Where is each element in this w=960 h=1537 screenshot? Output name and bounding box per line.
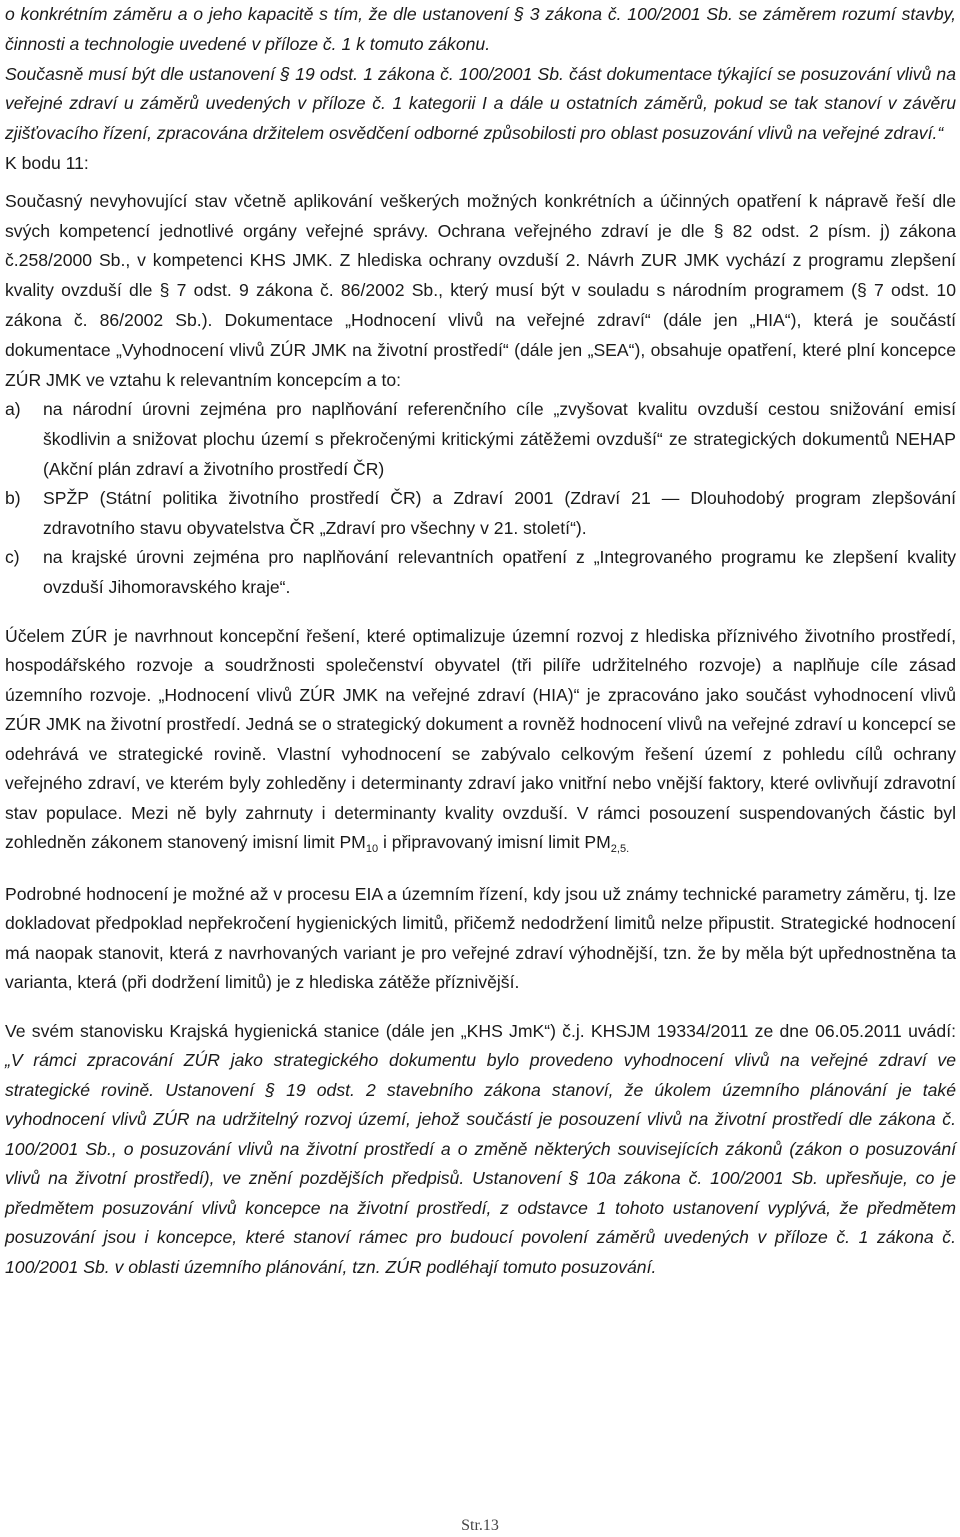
document-page <box>5 0 956 1282</box>
page-number: Str.13 <box>461 1517 499 1534</box>
list-item-text: SPŽP (Státní politika životního prostředí ČR) a Zdraví 2001 (Zdraví 21 — Dlouhodobý program zlepšování zdravotního stavu obyvatelstva ČR „Zdraví pro všechny v 21. století“). <box>43 488 956 538</box>
list-item-text: na krajské úrovni zejména pro naplňování relevantních opatření z „Integrovaného programu ke zlepšení kvality ovzduší Jihomoravského kraje“. <box>43 547 956 597</box>
list-item <box>5 484 956 543</box>
khs-quote: „V rámci zpracování ZÚR jako strategického dokumentu bylo provedeno vyhodnocení vlivů na veřejné zdraví ve strategické rovině. Ustanovení § 19 odst. 2 stavebního zákona stanoví, že úkolem územního plánování je také vyhodnocení vlivů ZÚR na udržitelný rozvoj území, jehož součástí je posouzení vlivů na životní prostředí dle zákona č. 100/2001 Sb., o posuzování vlivů na životní prostředí a o změně některých souvisejících zákonů (zákon o posuzování vlivů na životní prostředí), ve znění pozdějších předpisů. Ustanovení § 10a zákona č. 100/2001 Sb. upřesňuje, co je předmětem posuzování vlivů koncepce na životní prostředí, z odstavce 1 tohoto ustanovení vyplývá, že předmětem posuzování jsou i koncepce, které stanoví rámec pro budoucí povolení záměrů uvedených v příloze č. 1 zákona č. 100/2001 Sb. v oblasti územního plánování, tzn. ZÚR podléhají tomuto posuzování. <box>5 1050 956 1277</box>
list-marker: b) <box>5 488 21 509</box>
paragraph-detailed-assessment: Podrobné hodnocení je možné až v procesu EIA a územním řízení, kdy jsou už známy technické parametry záměru, tj. lze dokladovat předpoklad nepřekročení hygienických limitů, přičemž nedodržení limitů nelze připustit. Strategické hodnocení má naopak stanovit, která z navrhovaných variant je pro veřejné zdraví výhodnější, tzn. že by měla být upřednostněna ta varianta, která (při dodržení limitů) je z hlediska zátěže příznivější. <box>5 883 956 993</box>
paragraph-purpose <box>5 622 956 861</box>
purpose-text: Účelem ZÚR je navrhnout koncepční řešení, které optimalizuje územní rozvoj z hlediska příznivého životního prostředí, hospodářského rozvoje a soudržnosti společenství obyvatel (tři pilíře udržitelného rozvoje) a naplňuje cíle zásad územního rozvoje. „Hodnocení vlivů ZÚR JMK na veřejné zdraví (HIA)“ je zpracováno jako součást vyhodnocení vlivů ZÚR JMK na životní prostředí. Jedná se o strategický dokument a rovněž hodnocení vlivů na veřejné zdraví u koncepcí se odehrává ve strategické rovině. Vlastní vyhodnocení se zabývalo celkovým řešení území z pohledu cílů ochrany veřejného zdraví, ve kterém byly zohleděny i determinanty zdraví jako vnitřní nebo vnější faktory, které ovlivňují zdravotní stav populace. Mezi ně byly zahrnuty i determinanty kvality ovzduší. V rámci posouzení suspendovaných částic byl zohledněn zákonem stanovený imisní limit PM <box>5 625 956 853</box>
paragraph-current-state: Současný nevyhovující stav včetně aplikování veškerých možných konkrétních a účinných opatření k nápravě řeší dle svých kompetencí jednotlivé orgány veřejné správy. Ochrana veřejného zdraví je dle § 82 odst. 2 písm. j) zákona č.258/2000 Sb., v kompetenci KHS JMK. Z hlediska ochrany ovzduší 2. Návrh ZUR JMK vychází z programu zlepšení kvality ovzduší dle § 7 odst. 9 zákona č. 86/2002 Sb., který musí být v souladu s národním programem (§ 7 odst. 10 zákona č. 86/2002 Sb.). Dokumentace „Hodnocení vlivů na veřejné zdraví“ (dále jen „HIA“), která je součástí dokumentace „Vyhodnocení vlivů ZÚR JMK na životní prostředí“ (dále jen „SEA“), obsahuje opatření, které plní koncepce ZÚR JMK ve vztahu k relevantním koncepcím a to: <box>5 190 956 390</box>
pm10-subscript: 10 <box>365 843 379 856</box>
purpose-text-cont: i připravovaný imisní limit PM <box>378 832 611 853</box>
measures-list <box>5 395 956 602</box>
khs-lead: Ve svém stanovisku Krajská hygienická stanice (dále jen „KHS JmK“) č.j. KHSJM 19334/2011 ze dne 06.05.2011 uvádí: <box>5 1020 956 1041</box>
paragraph-khs-statement <box>5 1017 956 1283</box>
list-item <box>5 543 956 602</box>
paragraph-intro: o konkrétním záměru a o jeho kapacitě s tím, že dle ustanovení § 3 zákona č. 100/2001 Sb. se záměrem rozumí stavby, činnosti a technologie uvedené v příloze č. 1 k tomuto zákonu. <box>5 4 956 54</box>
list-marker: c) <box>5 547 20 568</box>
pm25-subscript: 2,5. <box>610 843 630 856</box>
paragraph-health-assessment: Současně musí být dle ustanovení § 19 odst. 1 zákona č. 100/2001 Sb. část dokumentace týkající se posuzování vlivů na veřejné zdraví u záměrů uvedených v příloze č. 1 kategorii I a dále u ostatních záměrů, pokud se tak stanoví v závěru zjišťovacího řízení, zpracována držitelem osvědčení odborné způsobilosti pro oblast posuzování vlivů na veřejné zdraví.“ <box>5 63 956 144</box>
list-marker: a) <box>5 399 21 420</box>
section-heading: K bodu 11: <box>5 152 89 173</box>
list-item <box>5 395 956 484</box>
list-item-text: na národní úrovni zejména pro naplňování referenčního cíle „zvyšovat kvalitu ovzduší cestou snižování emisí škodlivin a snižovat plochu území s překročenými kritickými zátěžemi ovzduší“ ze strategických dokumentů NEHAP (Akční plán zdraví a životního prostředí ČR) <box>43 399 956 479</box>
